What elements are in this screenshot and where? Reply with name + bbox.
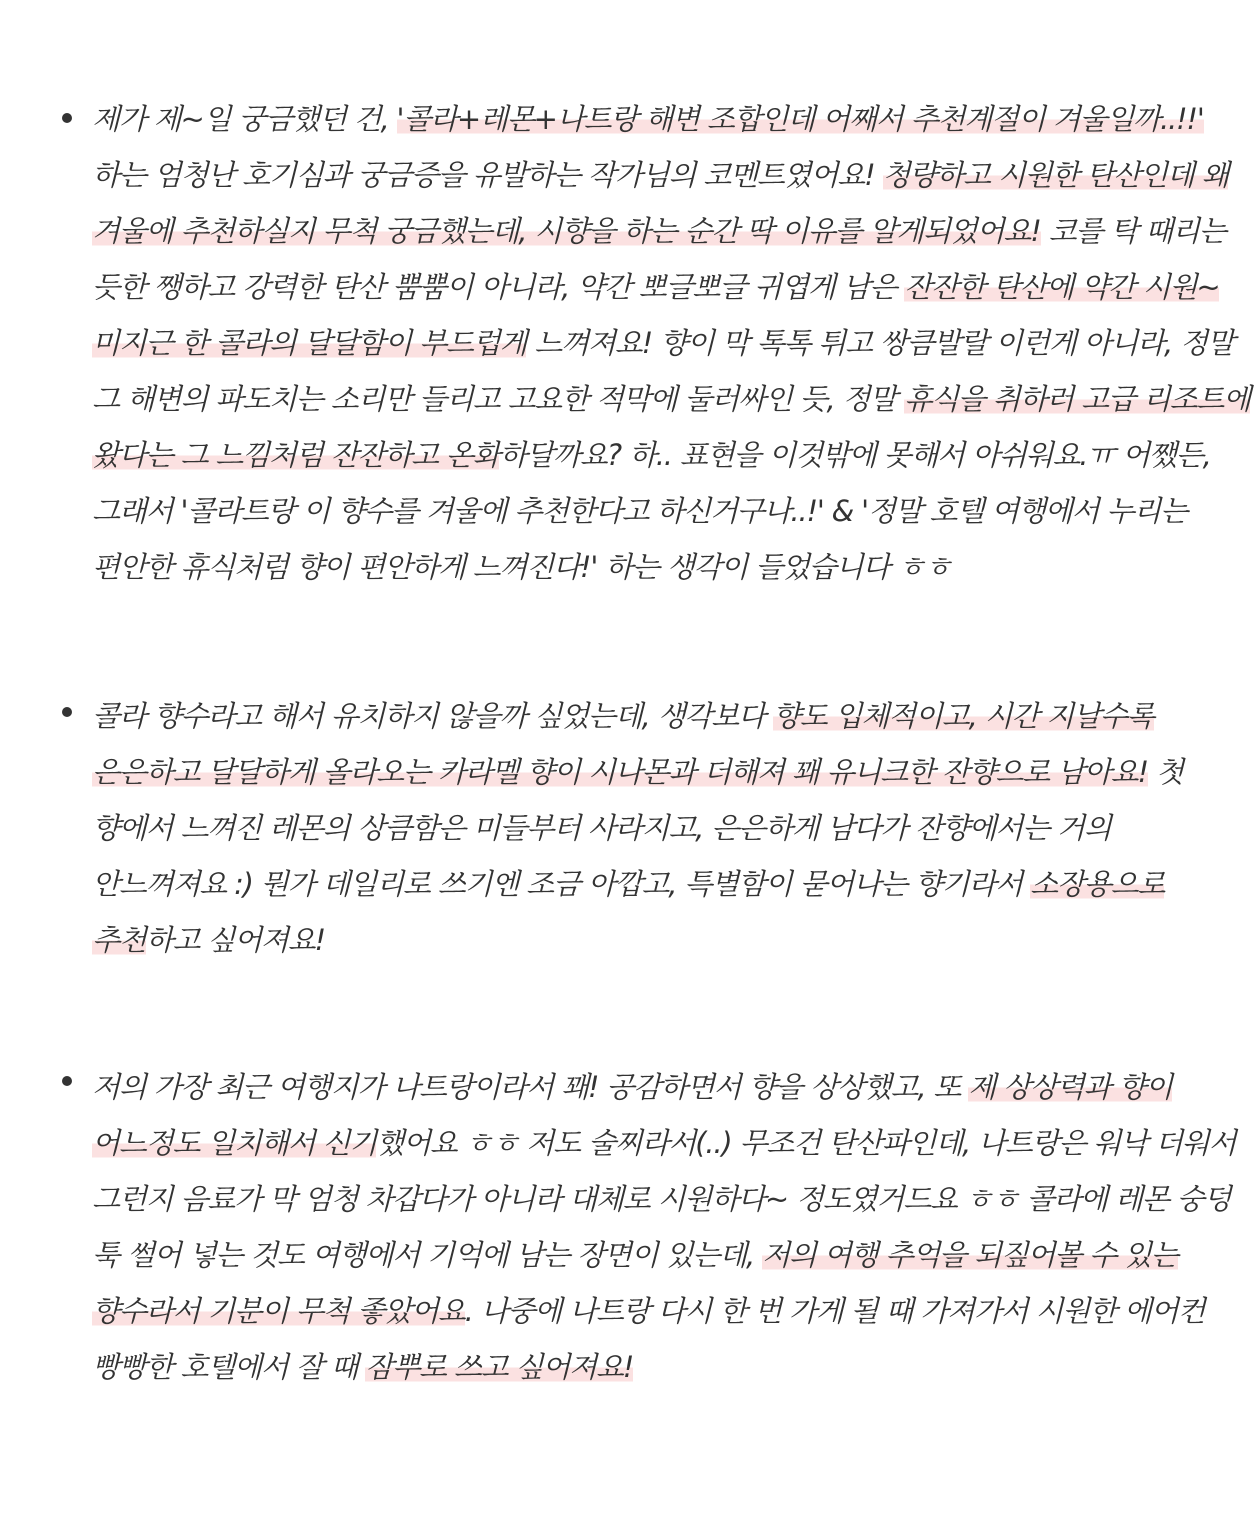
text-segment: 첫 향에서 느껴진 레몬의 상큼함은 미들부터 사라지고, 은은하게 남다가 잔향에서는 거의 안느껴져요 :) 뭔가 데일리로 쓰기엔 조금 아깝고, 특별함이 묻어나는 향기라서 [92, 755, 1183, 901]
text-segment: 코를 탁 때리는 듯한 쨍하고 강력한 탄산 뿜뿜이 아니라, 약간 뽀글뽀글 귀엽게 남은 [92, 214, 1226, 304]
highlighted-text: 제 상상력과 향이 어느정도 일치해서 신기 [92, 1070, 1172, 1160]
highlighted-text: 휴식을 취하러 고급 리조트에 왔다는 그 느낌처럼 잔잔하고 온화 [92, 382, 1251, 472]
text-segment: 제가 제~일 궁금했던 건, [92, 102, 397, 136]
text-segment: 느껴져요! 향이 막 톡톡 튀고 쌍큼발랄 이런게 아니라, 정말 그 해변의 파도치는 소리만 들리고 고요한 적막에 둘러싸인 듯, 정말 [92, 326, 1234, 416]
review-paragraph [92, 595, 1252, 968]
highlighted-text: 저의 여행 추억을 되짚어볼 수 있는 향수라서 기분이 무척 좋았어요 [92, 1238, 1178, 1328]
text-segment: 하는 엄청난 호기심과 궁금증을 유발하는 작가님의 코멘트였어요! [92, 158, 883, 192]
highlighted-text: 향도 입체적이고, 시간 지날수록 은은하고 달달하게 올라오는 카라멜 향이 시나몬과 더해져 꽤 유니크한 잔향으로 남아요! [92, 699, 1154, 789]
bullet-icon [62, 113, 72, 123]
text-segment: 하고 싶어져요! [145, 923, 325, 957]
text-segment: 저의 가장 최근 여행지가 나트랑이라서 꽤! 공감하면서 향을 상상했고, 또 [92, 1070, 969, 1104]
review-paragraph [92, 968, 1252, 1395]
list-item [0, 0, 1260, 595]
bullet-icon [62, 1076, 72, 1086]
highlighted-text: 청량하고 시원한 탄산인데 왜 겨울에 추천하실지 무척 궁금했는데, 시향을 하는 순간 딱 이유를 알게되었어요! [92, 158, 1229, 248]
text-segment: 콜라 향수라고 해서 유치하지 않을까 싶었는데, 생각보다 [92, 699, 773, 733]
list-item [0, 968, 1260, 1395]
text-segment: . 나중에 나트랑 다시 한 번 가게 될 때 가져가서 시원한 에어컨 빵빵한 호텔에서 잘 때 [92, 1294, 1205, 1384]
highlighted-text: '콜라+레몬+나트랑 해변 조합인데 어째서 추천계절이 겨울일까..!!' [396, 102, 1204, 136]
bullet-icon [62, 707, 72, 717]
list-item [0, 595, 1260, 968]
highlighted-text: 잔잔한 탄산에 약간 시원~ 미지근 한 콜라의 달달함이 부드럽게 [92, 270, 1220, 360]
text-segment: 했어요 ㅎㅎ 저도 술찌라서(..) 무조건 탄산파인데, 나트랑은 워낙 더워서 그런지 음료가 막 엄청 차갑다가 아니라 대체로 시원하다~ 정도였거드요 ㅎㅎ 콜라에 레몬 숭덩 툭 썰어 넣는 것도 여행에서 기억에 남는 장면이 있는데, [92, 1126, 1236, 1272]
highlighted-text: 소장용으로 추천 [92, 867, 1165, 957]
review-paragraph [92, 0, 1252, 595]
highlighted-text: 잠뿌로 쓰고 싶어져요! [365, 1350, 634, 1384]
text-segment: 하달까요? 하.. 표현을 이것밖에 못해서 아쉬워요.ㅠ 어쨌든, 그래서 '콜라트랑 이 향수를 겨울에 추천한다고 하신거구나..!' & '정말 호텔 여행에서 누리는 편안한 휴식처럼 향이 편안하게 느껴진다!' 하는 생각이 들었습니다 ㅎㅎ [92, 438, 1211, 584]
